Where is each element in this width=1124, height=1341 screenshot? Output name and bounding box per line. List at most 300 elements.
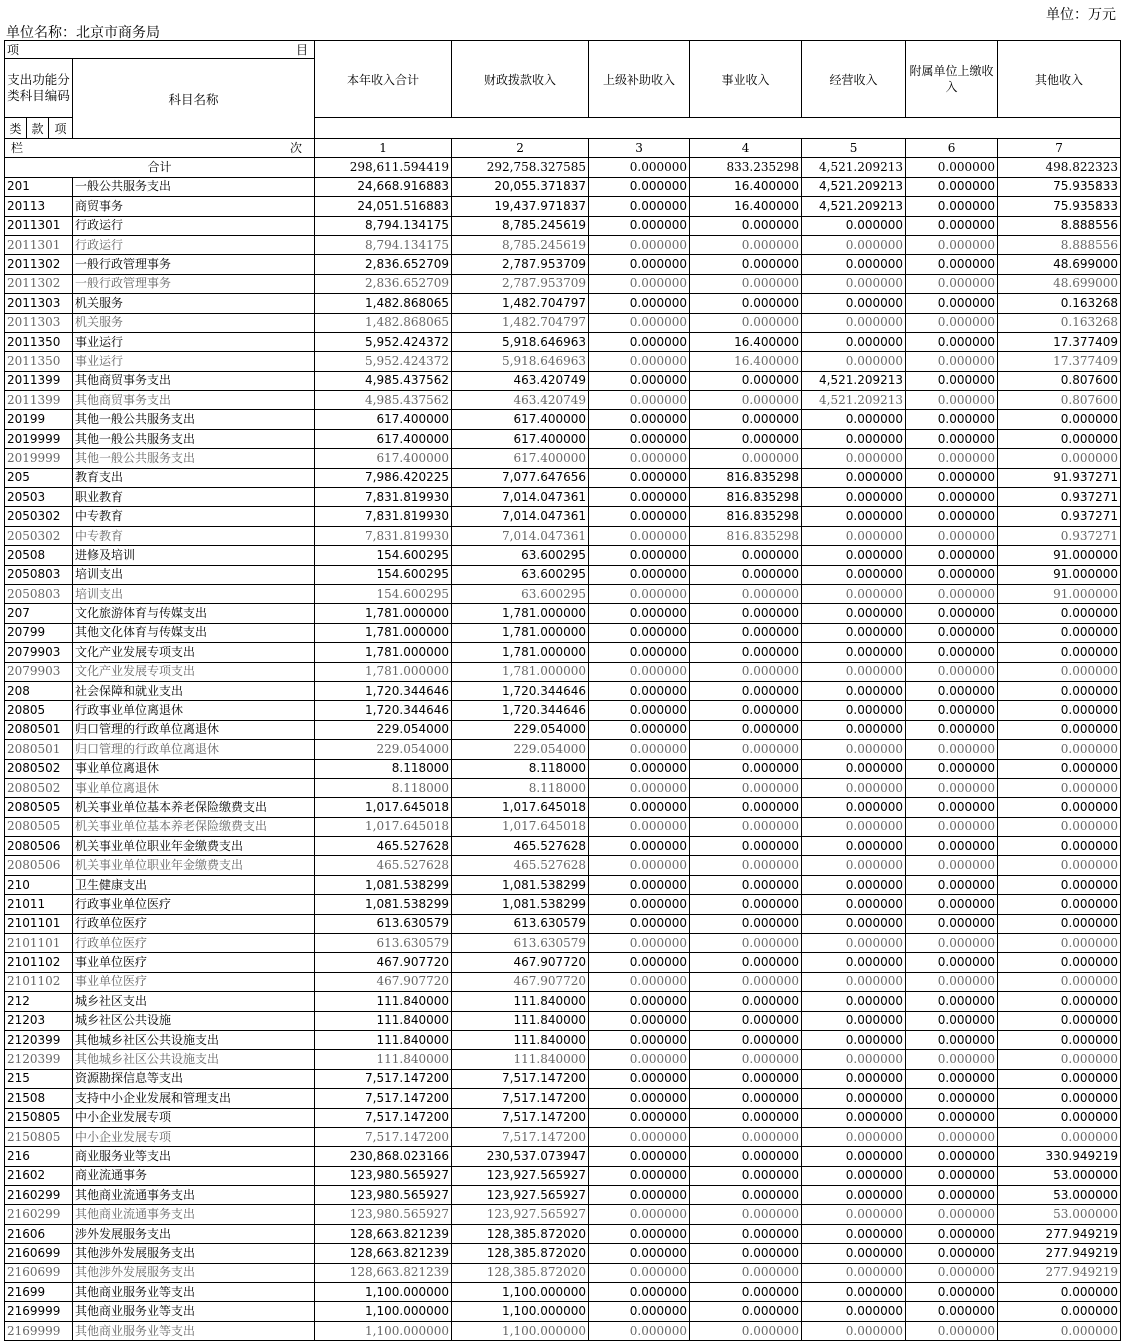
row-value: 123,980.565927 <box>315 1205 452 1224</box>
row-name: 卫生健康支出 <box>73 875 315 894</box>
row-name: 归口管理的行政单位离退休 <box>73 720 315 739</box>
row-code: 2050803 <box>5 565 73 584</box>
row-value: 465.527628 <box>452 856 589 875</box>
row-code: 2079903 <box>5 662 73 681</box>
row-code: 2011350 <box>5 332 73 351</box>
row-value: 16.400000 <box>690 332 802 351</box>
row-value: 0.000000 <box>589 1263 690 1282</box>
row-code: 2080505 <box>5 817 73 836</box>
row-name: 事业单位医疗 <box>73 972 315 991</box>
row-name: 教育支出 <box>73 468 315 487</box>
row-value: 0.000000 <box>589 1321 690 1340</box>
row-value: 0.000000 <box>998 1127 1121 1146</box>
row-value: 0.000000 <box>589 216 690 235</box>
row-value: 0.000000 <box>589 895 690 914</box>
col-header-7: 其他收入 <box>998 41 1121 118</box>
row-code: 2011301 <box>5 235 73 254</box>
table-row <box>5 643 1121 662</box>
row-value: 0.000000 <box>589 914 690 933</box>
row-value: 0.937271 <box>998 507 1121 526</box>
row-code: 2120399 <box>5 1030 73 1049</box>
row-value: 7,831.819930 <box>315 507 452 526</box>
table-row <box>5 837 1121 856</box>
row-value: 111.840000 <box>452 992 589 1011</box>
col-index-5: 5 <box>802 139 906 158</box>
row-value: 111.840000 <box>315 1030 452 1049</box>
row-value: 0.000000 <box>690 1263 802 1282</box>
header-mu: 目 <box>296 43 309 57</box>
row-name: 中小企业发展专项 <box>73 1108 315 1127</box>
row-value: 0.000000 <box>998 740 1121 759</box>
row-code: 2160699 <box>5 1263 73 1282</box>
row-value: 4,521.209213 <box>802 371 906 390</box>
row-value: 0.000000 <box>589 1205 690 1224</box>
total-cell: 298,611.594419 <box>315 158 452 177</box>
table-row <box>5 468 1121 487</box>
row-value: 0.000000 <box>802 1263 906 1282</box>
header-lei: 类 <box>5 118 27 139</box>
row-value: 0.000000 <box>906 1302 998 1321</box>
row-name: 其他商贸事务支出 <box>73 371 315 390</box>
row-value: 0.000000 <box>690 759 802 778</box>
row-name: 其他商业流通事务支出 <box>73 1205 315 1224</box>
row-value: 0.000000 <box>690 274 802 293</box>
row-value: 0.000000 <box>589 313 690 332</box>
row-value: 0.000000 <box>998 1108 1121 1127</box>
row-value: 63.600295 <box>452 565 589 584</box>
table-row <box>5 623 1121 642</box>
row-value: 128,385.872020 <box>452 1224 589 1243</box>
row-value: 0.000000 <box>690 875 802 894</box>
row-value: 0.000000 <box>906 1244 998 1263</box>
row-value: 0.000000 <box>906 1263 998 1282</box>
table-row <box>5 235 1121 254</box>
row-value: 0.000000 <box>690 1089 802 1108</box>
row-value: 1,100.000000 <box>315 1283 452 1302</box>
row-value: 0.000000 <box>802 488 906 507</box>
row-value: 0.000000 <box>802 255 906 274</box>
header-lan-ci <box>5 139 315 158</box>
row-name: 一般行政管理事务 <box>73 274 315 293</box>
row-name: 其他文化体育与传媒支出 <box>73 623 315 642</box>
row-value: 17.377409 <box>998 332 1121 351</box>
table-row <box>5 895 1121 914</box>
row-value: 75.935833 <box>998 197 1121 216</box>
row-value: 0.000000 <box>906 177 998 196</box>
row-value: 0.000000 <box>906 584 998 603</box>
row-value: 0.000000 <box>589 662 690 681</box>
row-name: 培训支出 <box>73 565 315 584</box>
row-value: 0.000000 <box>589 1147 690 1166</box>
row-value: 613.630579 <box>452 934 589 953</box>
row-code: 2160299 <box>5 1205 73 1224</box>
row-value: 0.000000 <box>589 391 690 410</box>
row-value: 0.000000 <box>906 701 998 720</box>
row-value: 0.000000 <box>906 255 998 274</box>
row-value: 1,781.000000 <box>315 623 452 642</box>
row-value: 123,927.565927 <box>452 1186 589 1205</box>
table-row <box>5 255 1121 274</box>
row-value: 0.000000 <box>998 875 1121 894</box>
row-value: 128,663.821239 <box>315 1244 452 1263</box>
row-code: 21606 <box>5 1224 73 1243</box>
row-value: 1,781.000000 <box>452 604 589 623</box>
row-value: 1,720.344646 <box>452 681 589 700</box>
row-value: 0.000000 <box>802 313 906 332</box>
row-name: 行政单位医疗 <box>73 914 315 933</box>
row-value: 1,100.000000 <box>315 1302 452 1321</box>
row-value: 7,517.147200 <box>315 1069 452 1088</box>
row-value: 0.000000 <box>906 759 998 778</box>
row-value: 19,437.971837 <box>452 197 589 216</box>
header-ci: 次 <box>290 140 303 155</box>
row-value: 0.000000 <box>906 875 998 894</box>
table-row <box>5 274 1121 293</box>
row-value: 0.807600 <box>998 371 1121 390</box>
row-name: 其他商业服务业等支出 <box>73 1321 315 1340</box>
row-value: 0.000000 <box>802 972 906 991</box>
row-name: 其他一般公共服务支出 <box>73 449 315 468</box>
row-value: 0.000000 <box>589 1186 690 1205</box>
row-code: 20805 <box>5 701 73 720</box>
row-value: 111.840000 <box>315 992 452 1011</box>
row-name: 其他城乡社区公共设施支出 <box>73 1050 315 1069</box>
row-name: 行政事业单位医疗 <box>73 895 315 914</box>
row-value: 7,517.147200 <box>315 1127 452 1146</box>
col-header-1: 本年收入合计 <box>315 41 452 118</box>
row-value: 91.000000 <box>998 584 1121 603</box>
row-value: 0.000000 <box>906 953 998 972</box>
table-row <box>5 1321 1121 1340</box>
row-code: 2080501 <box>5 720 73 739</box>
row-value: 75.935833 <box>998 177 1121 196</box>
row-value: 1,482.868065 <box>315 313 452 332</box>
row-value: 0.000000 <box>589 410 690 429</box>
row-value: 8,794.134175 <box>315 235 452 254</box>
row-value: 1,100.000000 <box>315 1321 452 1340</box>
row-value: 0.000000 <box>690 584 802 603</box>
row-value: 229.054000 <box>452 720 589 739</box>
row-value: 1,781.000000 <box>315 604 452 623</box>
row-name: 其他商业流通事务支出 <box>73 1186 315 1205</box>
row-value: 1,081.538299 <box>452 875 589 894</box>
row-value: 0.000000 <box>802 817 906 836</box>
row-value: 0.000000 <box>802 837 906 856</box>
row-code: 205 <box>5 468 73 487</box>
row-value: 0.000000 <box>998 759 1121 778</box>
row-code: 2101101 <box>5 914 73 933</box>
row-value: 0.000000 <box>802 352 906 371</box>
table-row <box>5 294 1121 313</box>
row-value: 0.000000 <box>589 546 690 565</box>
row-value: 1,482.704797 <box>452 313 589 332</box>
row-value: 0.000000 <box>690 972 802 991</box>
row-value: 1,017.645018 <box>315 798 452 817</box>
total-label: 合计 <box>5 158 315 177</box>
row-value: 7,517.147200 <box>452 1069 589 1088</box>
row-value: 0.000000 <box>906 817 998 836</box>
row-value: 0.000000 <box>998 1011 1121 1030</box>
row-value: 8.118000 <box>315 759 452 778</box>
row-value: 0.807600 <box>998 391 1121 410</box>
col-index-3: 3 <box>589 139 690 158</box>
table-row <box>5 681 1121 700</box>
row-value: 816.835298 <box>690 507 802 526</box>
row-code: 212 <box>5 992 73 1011</box>
row-value: 0.000000 <box>589 681 690 700</box>
row-value: 1,720.344646 <box>315 681 452 700</box>
table-row <box>5 1147 1121 1166</box>
row-value: 0.000000 <box>802 1089 906 1108</box>
row-value: 7,986.420225 <box>315 468 452 487</box>
row-value: 53.000000 <box>998 1205 1121 1224</box>
row-value: 0.000000 <box>690 1166 802 1185</box>
row-value: 0.000000 <box>589 1224 690 1243</box>
row-value: 1,720.344646 <box>315 701 452 720</box>
row-value: 230,537.073947 <box>452 1147 589 1166</box>
row-value: 1,017.645018 <box>452 798 589 817</box>
row-value: 0.000000 <box>802 720 906 739</box>
row-value: 0.000000 <box>690 701 802 720</box>
row-value: 0.000000 <box>802 1205 906 1224</box>
row-code: 21602 <box>5 1166 73 1185</box>
row-value: 0.000000 <box>589 584 690 603</box>
row-value: 4,521.209213 <box>802 391 906 410</box>
row-value: 0.000000 <box>690 1127 802 1146</box>
row-value: 111.840000 <box>452 1011 589 1030</box>
row-value: 613.630579 <box>452 914 589 933</box>
row-code: 2101101 <box>5 934 73 953</box>
row-code: 2011303 <box>5 313 73 332</box>
row-value: 1,100.000000 <box>452 1321 589 1340</box>
row-name: 机关服务 <box>73 313 315 332</box>
row-value: 8,794.134175 <box>315 216 452 235</box>
row-value: 48.699000 <box>998 274 1121 293</box>
row-value: 0.000000 <box>802 332 906 351</box>
row-name: 机关事业单位基本养老保险缴费支出 <box>73 798 315 817</box>
row-value: 0.000000 <box>998 1030 1121 1049</box>
row-value: 128,385.872020 <box>452 1244 589 1263</box>
row-value: 0.000000 <box>802 429 906 448</box>
header-name-label: 科目名称 <box>73 59 315 139</box>
row-value: 0.000000 <box>998 662 1121 681</box>
row-value: 0.000000 <box>906 274 998 293</box>
row-value: 0.000000 <box>906 604 998 623</box>
row-code: 207 <box>5 604 73 623</box>
table-row <box>5 1302 1121 1321</box>
row-value: 16.400000 <box>690 197 802 216</box>
row-code: 2019999 <box>5 449 73 468</box>
row-value: 816.835298 <box>690 488 802 507</box>
table-row <box>5 740 1121 759</box>
row-value: 0.937271 <box>998 526 1121 545</box>
row-value: 0.000000 <box>589 817 690 836</box>
row-value: 0.000000 <box>690 1050 802 1069</box>
table-row <box>5 410 1121 429</box>
row-value: 0.000000 <box>589 371 690 390</box>
row-value: 1,100.000000 <box>452 1302 589 1321</box>
row-value: 91.937271 <box>998 468 1121 487</box>
row-value: 277.949219 <box>998 1263 1121 1282</box>
col-index-6: 6 <box>906 139 998 158</box>
row-value: 2,787.953709 <box>452 274 589 293</box>
row-code: 21203 <box>5 1011 73 1030</box>
col-header-5: 经营收入 <box>802 41 906 118</box>
row-value: 0.000000 <box>906 1186 998 1205</box>
row-value: 8.888556 <box>998 235 1121 254</box>
table-row <box>5 1186 1121 1205</box>
row-value: 0.000000 <box>802 565 906 584</box>
table-row <box>5 1283 1121 1302</box>
row-code: 2011399 <box>5 371 73 390</box>
row-value: 0.000000 <box>906 1321 998 1340</box>
col-index-4: 4 <box>690 139 802 158</box>
row-value: 154.600295 <box>315 546 452 565</box>
row-value: 0.000000 <box>589 526 690 545</box>
row-value: 0.000000 <box>589 856 690 875</box>
row-name: 培训支出 <box>73 584 315 603</box>
row-value: 0.000000 <box>589 255 690 274</box>
row-value: 2,836.652709 <box>315 255 452 274</box>
row-value: 1,781.000000 <box>315 643 452 662</box>
row-value: 0.000000 <box>906 526 998 545</box>
table-row <box>5 856 1121 875</box>
row-value: 0.000000 <box>690 681 802 700</box>
row-value: 0.000000 <box>906 1166 998 1185</box>
row-name: 行政单位医疗 <box>73 934 315 953</box>
table-row <box>5 934 1121 953</box>
row-value: 0.000000 <box>998 914 1121 933</box>
row-name: 机关事业单位基本养老保险缴费支出 <box>73 817 315 836</box>
row-value: 0.000000 <box>906 643 998 662</box>
row-value: 0.000000 <box>802 216 906 235</box>
row-value: 0.000000 <box>802 1283 906 1302</box>
row-name: 行政运行 <box>73 235 315 254</box>
row-value: 0.000000 <box>589 332 690 351</box>
row-value: 0.000000 <box>589 1069 690 1088</box>
row-value: 4,985.437562 <box>315 371 452 390</box>
row-code: 2101102 <box>5 953 73 972</box>
row-value: 5,918.646963 <box>452 352 589 371</box>
row-name: 其他城乡社区公共设施支出 <box>73 1030 315 1049</box>
table-row <box>5 701 1121 720</box>
row-value: 617.400000 <box>452 410 589 429</box>
col-header-6: 附属单位上缴收入 <box>906 41 998 118</box>
row-value: 0.000000 <box>589 1089 690 1108</box>
row-name: 其他一般公共服务支出 <box>73 429 315 448</box>
row-value: 0.000000 <box>690 1108 802 1127</box>
row-value: 0.000000 <box>690 294 802 313</box>
row-value: 7,517.147200 <box>452 1127 589 1146</box>
row-value: 0.000000 <box>802 449 906 468</box>
row-value: 277.949219 <box>998 1224 1121 1243</box>
row-value: 5,952.424372 <box>315 352 452 371</box>
row-value: 0.000000 <box>998 992 1121 1011</box>
row-value: 123,980.565927 <box>315 1186 452 1205</box>
row-value: 0.000000 <box>690 449 802 468</box>
row-value: 0.000000 <box>802 623 906 642</box>
row-value: 5,918.646963 <box>452 332 589 351</box>
row-code: 2011303 <box>5 294 73 313</box>
row-name: 一般行政管理事务 <box>73 255 315 274</box>
row-value: 0.000000 <box>998 1069 1121 1088</box>
row-value: 465.527628 <box>315 837 452 856</box>
total-cell: 292,758.327585 <box>452 158 589 177</box>
row-value: 0.000000 <box>690 371 802 390</box>
row-value: 0.000000 <box>589 429 690 448</box>
row-value: 0.000000 <box>690 953 802 972</box>
row-value: 91.000000 <box>998 546 1121 565</box>
row-value: 0.000000 <box>906 934 998 953</box>
row-value: 20,055.371837 <box>452 177 589 196</box>
row-code: 2101102 <box>5 972 73 991</box>
row-code: 2050302 <box>5 507 73 526</box>
row-value: 8.118000 <box>315 778 452 797</box>
table-row <box>5 1108 1121 1127</box>
row-value: 229.054000 <box>315 720 452 739</box>
header-spacer <box>315 118 1121 139</box>
row-value: 111.840000 <box>315 1050 452 1069</box>
row-value: 1,081.538299 <box>315 895 452 914</box>
row-value: 0.000000 <box>906 837 998 856</box>
row-value: 0.000000 <box>802 662 906 681</box>
row-value: 1,720.344646 <box>452 701 589 720</box>
row-code: 21699 <box>5 1283 73 1302</box>
row-value: 613.630579 <box>315 914 452 933</box>
row-value: 0.000000 <box>690 992 802 1011</box>
row-value: 0.000000 <box>690 856 802 875</box>
row-value: 0.000000 <box>690 410 802 429</box>
row-value: 0.000000 <box>802 584 906 603</box>
row-value: 0.000000 <box>802 546 906 565</box>
row-value: 0.000000 <box>998 701 1121 720</box>
table-row <box>5 817 1121 836</box>
table-row <box>5 177 1121 196</box>
row-value: 0.000000 <box>802 798 906 817</box>
row-code: 21508 <box>5 1089 73 1108</box>
row-value: 7,014.047361 <box>452 488 589 507</box>
row-value: 0.000000 <box>906 197 998 216</box>
row-code: 2011302 <box>5 274 73 293</box>
row-value: 0.000000 <box>690 662 802 681</box>
table-row <box>5 972 1121 991</box>
row-name: 事业单位离退休 <box>73 778 315 797</box>
row-value: 63.600295 <box>452 584 589 603</box>
row-value: 0.000000 <box>690 216 802 235</box>
row-name: 商业流通事务 <box>73 1166 315 1185</box>
row-value: 0.000000 <box>998 1050 1121 1069</box>
row-value: 0.000000 <box>802 507 906 526</box>
row-value: 0.000000 <box>802 1321 906 1340</box>
row-value: 154.600295 <box>315 565 452 584</box>
header-code-label: 支出功能分类科目编码 <box>5 59 73 118</box>
row-value: 5,952.424372 <box>315 332 452 351</box>
row-value: 7,831.819930 <box>315 526 452 545</box>
row-value: 0.000000 <box>998 934 1121 953</box>
row-name: 机关事业单位职业年金缴费支出 <box>73 837 315 856</box>
row-value: 0.000000 <box>906 546 998 565</box>
row-value: 0.000000 <box>690 391 802 410</box>
row-value: 0.000000 <box>589 778 690 797</box>
row-value: 0.000000 <box>906 1089 998 1108</box>
row-value: 0.000000 <box>906 1147 998 1166</box>
row-value: 0.000000 <box>906 798 998 817</box>
total-cell: 4,521.209213 <box>802 158 906 177</box>
row-value: 613.630579 <box>315 934 452 953</box>
row-value: 0.000000 <box>690 1224 802 1243</box>
row-value: 4,985.437562 <box>315 391 452 410</box>
table-row <box>5 1263 1121 1282</box>
